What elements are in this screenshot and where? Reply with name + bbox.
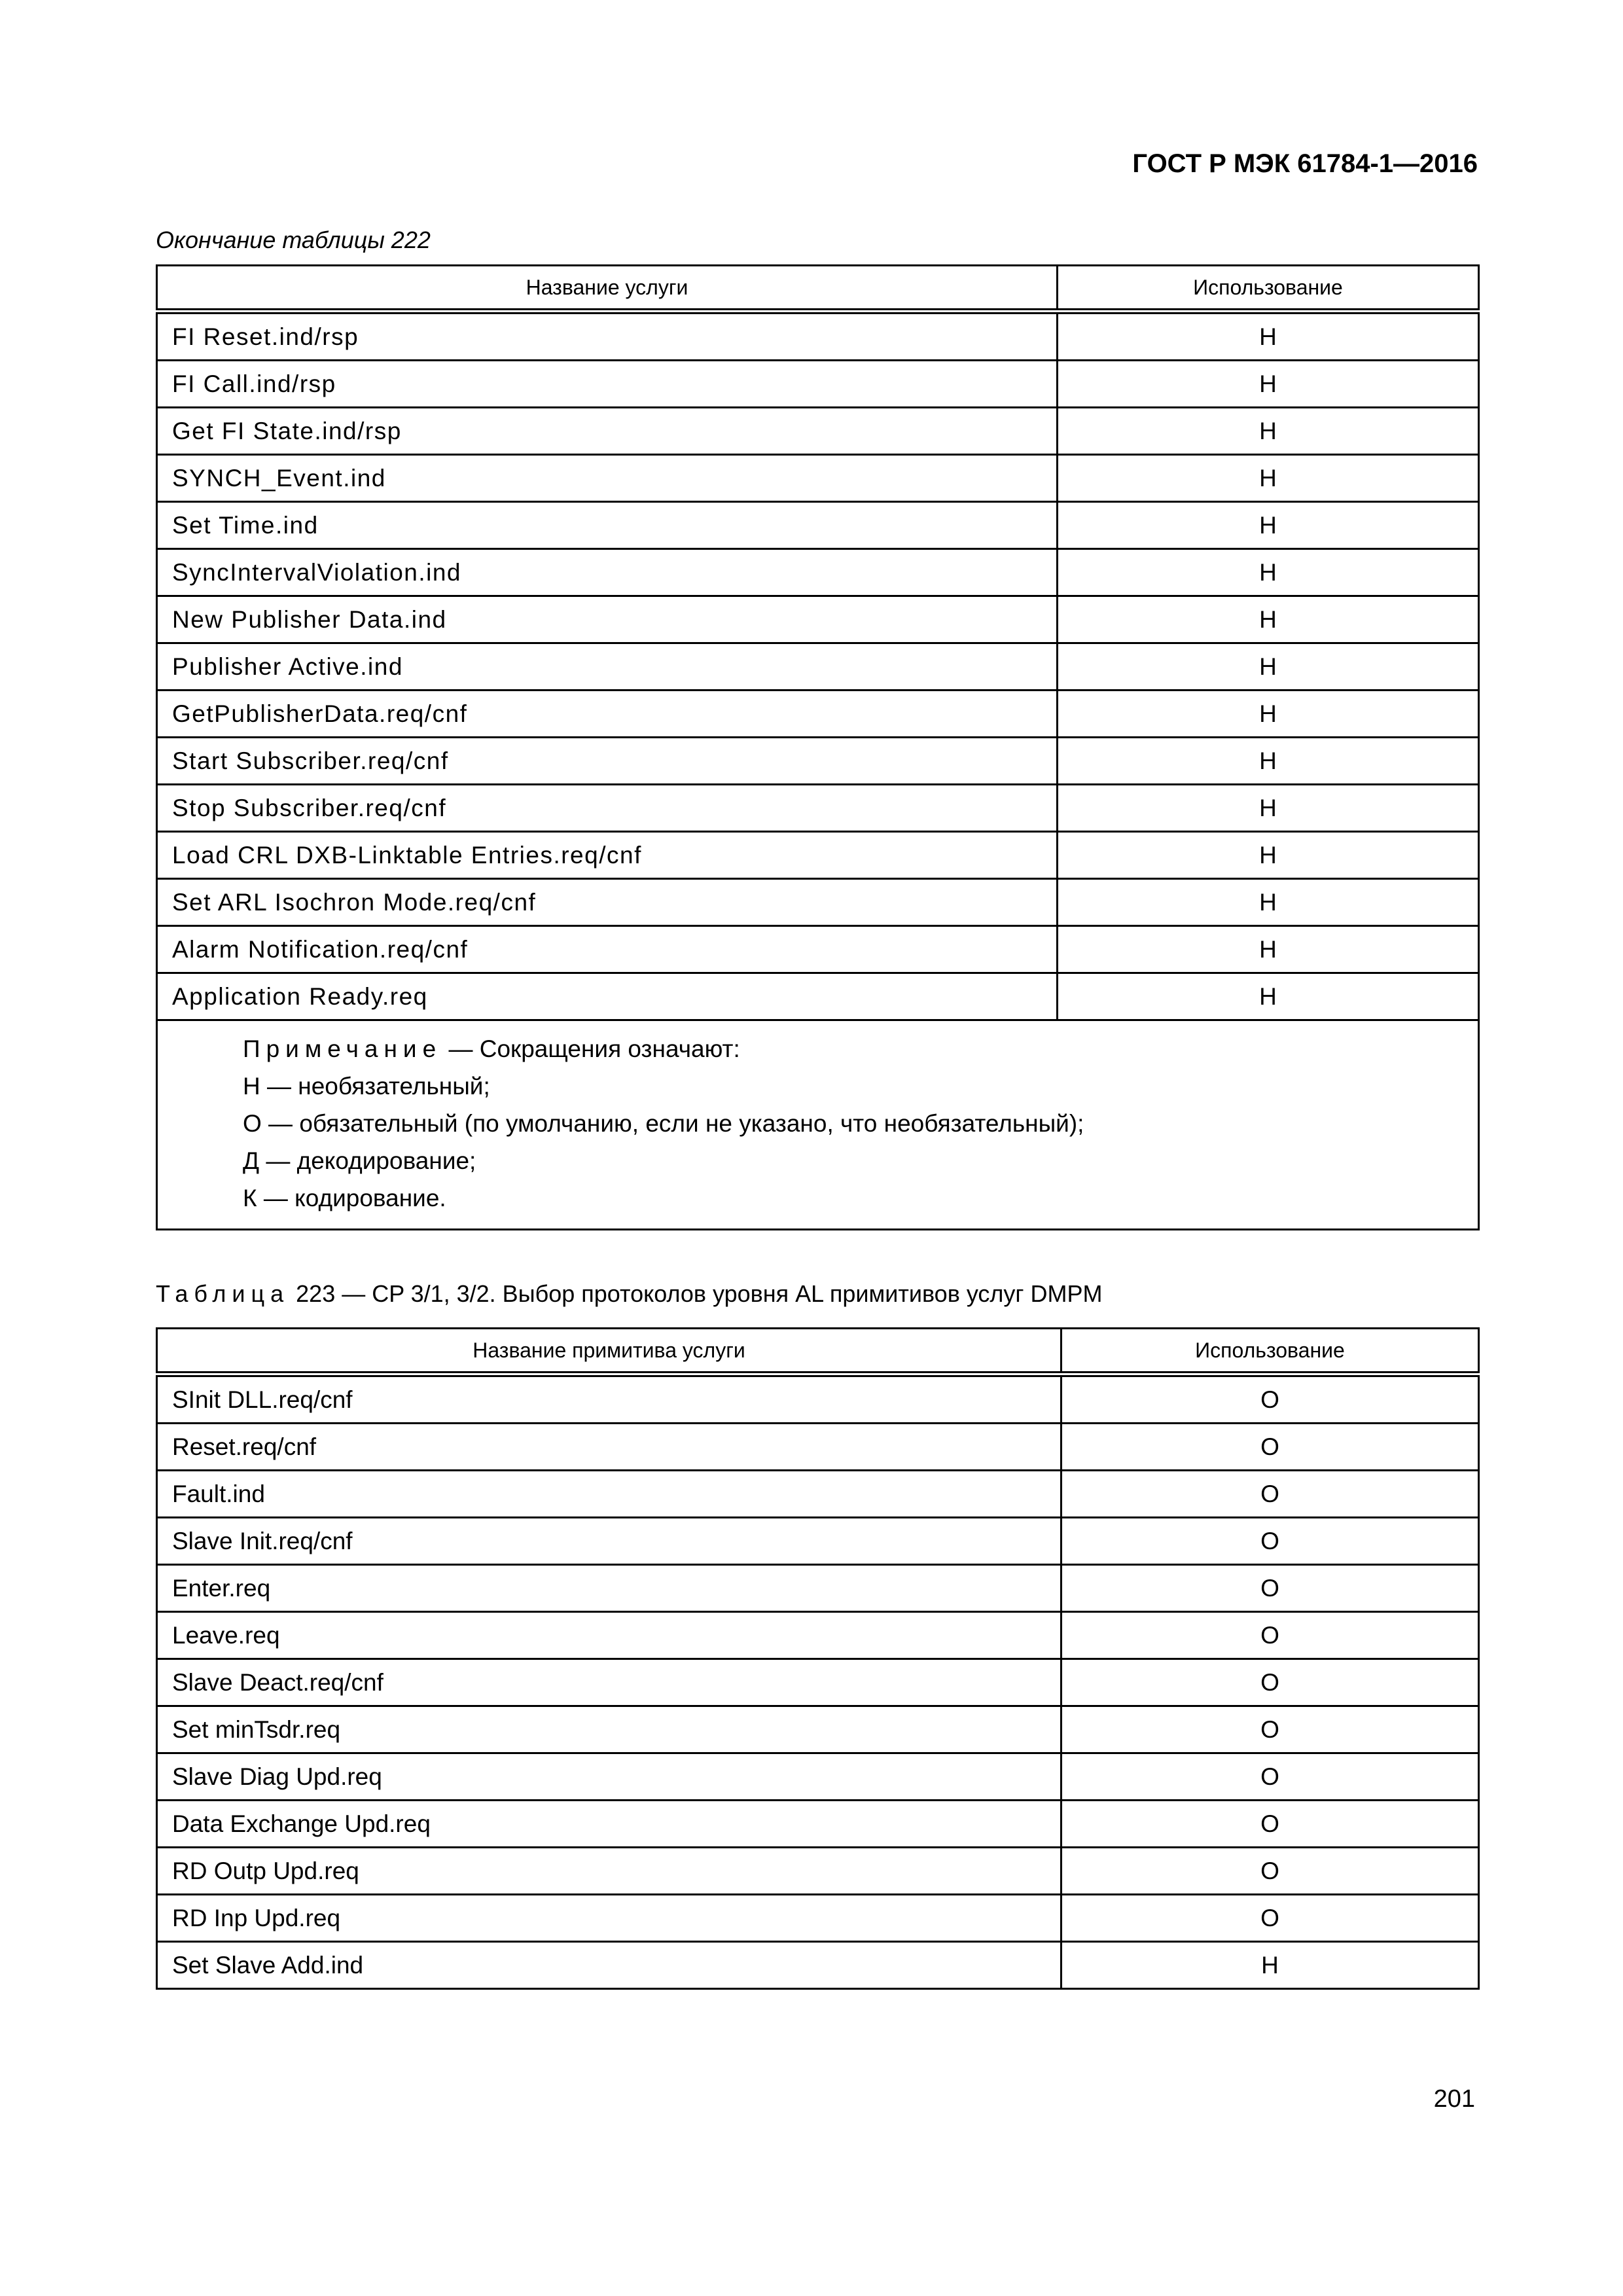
table-row — [157, 1753, 1479, 1801]
cell-usage: О — [1061, 1659, 1479, 1706]
cell-service-name: Set Time.ind — [157, 502, 1058, 549]
cell-service-name: Slave Diag Upd.req — [157, 1753, 1061, 1801]
table-222-body — [157, 312, 1479, 1020]
cell-service-name: FI Reset.ind/rsp — [157, 312, 1058, 361]
cell-service-name: SYNCH_Event.ind — [157, 455, 1058, 502]
cell-service-name: Data Exchange Upd.req — [157, 1801, 1061, 1848]
column-header-service-name: Название услуги — [157, 266, 1058, 312]
cell-usage: Н — [1058, 312, 1479, 361]
cell-usage: О — [1061, 1424, 1479, 1471]
cell-usage: Н — [1058, 973, 1479, 1020]
cell-usage: Н — [1058, 926, 1479, 973]
document-code-header: ГОСТ Р МЭК 61784-1—2016 — [1132, 149, 1478, 178]
note-line: Д — декодирование; — [243, 1147, 476, 1174]
cell-service-name: Reset.req/cnf — [157, 1424, 1061, 1471]
cell-usage: О — [1061, 1612, 1479, 1659]
cell-usage: О — [1061, 1374, 1479, 1424]
cell-usage: О — [1061, 1471, 1479, 1518]
note-intro: — Сокращения означают: — [442, 1035, 740, 1062]
cell-service-name: Enter.req — [157, 1565, 1061, 1612]
cell-service-name: FI Call.ind/rsp — [157, 361, 1058, 408]
cell-usage: Н — [1058, 549, 1479, 596]
cell-usage: О — [1061, 1565, 1479, 1612]
table-row — [157, 596, 1479, 643]
column-header-usage: Использование — [1058, 266, 1479, 312]
cell-usage: Н — [1058, 408, 1479, 455]
table-222-caption: Окончание таблицы 222 — [156, 226, 431, 253]
cell-service-name: Slave Deact.req/cnf — [157, 1659, 1061, 1706]
table-row — [157, 643, 1479, 691]
table-header-row — [157, 1329, 1479, 1374]
table-row — [157, 1706, 1479, 1753]
table-row — [157, 926, 1479, 973]
cell-usage: Н — [1058, 832, 1479, 879]
table-row — [157, 549, 1479, 596]
table-row — [157, 408, 1479, 455]
note-label: Примечание — [243, 1035, 442, 1062]
cell-usage: Н — [1058, 361, 1479, 408]
cell-service-name: Alarm Notification.req/cnf — [157, 926, 1058, 973]
table-223 — [156, 1327, 1480, 1990]
table-223-caption-text: 223 — CP 3/1, 3/2. Выбор протоколов уровня AL примитивов услуг DMPM — [289, 1280, 1103, 1307]
cell-usage: Н — [1058, 596, 1479, 643]
page-number: 201 — [1433, 2085, 1475, 2113]
cell-service-name: New Publisher Data.ind — [157, 596, 1058, 643]
cell-usage: Н — [1061, 1942, 1479, 1989]
cell-service-name: RD Inp Upd.req — [157, 1895, 1061, 1942]
table-row — [157, 1518, 1479, 1565]
cell-service-name: Set ARL Isochron Mode.req/cnf — [157, 879, 1058, 926]
cell-usage: О — [1061, 1753, 1479, 1801]
cell-service-name: Leave.req — [157, 1612, 1061, 1659]
table-row — [157, 312, 1479, 361]
table-row — [157, 1612, 1479, 1659]
table-row — [157, 361, 1479, 408]
table-row — [157, 1471, 1479, 1518]
cell-service-name: GetPublisherData.req/cnf — [157, 691, 1058, 738]
cell-service-name: Stop Subscriber.req/cnf — [157, 785, 1058, 832]
cell-usage: О — [1061, 1895, 1479, 1942]
table-row — [157, 1801, 1479, 1848]
note-line: К — кодирование. — [243, 1185, 446, 1211]
note-line: Н — необязательный; — [243, 1073, 490, 1100]
table-row — [157, 502, 1479, 549]
table-row — [157, 1659, 1479, 1706]
cell-usage: Н — [1058, 785, 1479, 832]
cell-service-name: Slave Init.req/cnf — [157, 1518, 1061, 1565]
cell-service-name: Start Subscriber.req/cnf — [157, 738, 1058, 785]
cell-service-name: SInit DLL.req/cnf — [157, 1374, 1061, 1424]
cell-usage: Н — [1058, 455, 1479, 502]
cell-service-name: Load CRL DXB-Linktable Entries.req/cnf — [157, 832, 1058, 879]
cell-service-name: SyncIntervalViolation.ind — [157, 549, 1058, 596]
cell-service-name: Set Slave Add.ind — [157, 1942, 1061, 1989]
table-row — [157, 785, 1479, 832]
table-row — [157, 691, 1479, 738]
cell-usage: Н — [1058, 738, 1479, 785]
cell-service-name: Set minTsdr.req — [157, 1706, 1061, 1753]
cell-usage: Н — [1058, 879, 1479, 926]
cell-service-name: Application Ready.req — [157, 973, 1058, 1020]
table-row — [157, 738, 1479, 785]
table-row — [157, 1565, 1479, 1612]
table-row — [157, 1942, 1479, 1989]
cell-service-name: Publisher Active.ind — [157, 643, 1058, 691]
cell-usage: О — [1061, 1518, 1479, 1565]
cell-usage: О — [1061, 1801, 1479, 1848]
table-223-body — [157, 1374, 1479, 1989]
table-note — [157, 1020, 1479, 1230]
table-row — [157, 1424, 1479, 1471]
table-row — [157, 832, 1479, 879]
table-row — [157, 455, 1479, 502]
cell-usage: О — [1061, 1848, 1479, 1895]
cell-usage: Н — [1058, 502, 1479, 549]
table-222 — [156, 264, 1480, 1230]
table-223-caption-label: Таблица — [156, 1280, 290, 1307]
table-header-row — [157, 266, 1479, 312]
column-header-primitive-name: Название примитива услуги — [157, 1329, 1061, 1374]
cell-service-name: RD Outp Upd.req — [157, 1848, 1061, 1895]
cell-service-name: Fault.ind — [157, 1471, 1061, 1518]
table-row — [157, 1848, 1479, 1895]
table-row — [157, 1374, 1479, 1424]
cell-service-name: Get FI State.ind/rsp — [157, 408, 1058, 455]
cell-usage: Н — [1058, 643, 1479, 691]
column-header-usage: Использование — [1061, 1329, 1479, 1374]
cell-usage: О — [1061, 1706, 1479, 1753]
table-223-caption — [156, 1280, 1103, 1308]
cell-usage: Н — [1058, 691, 1479, 738]
note-line: О — обязательный (по умолчанию, если не указано, что необязательный); — [243, 1110, 1084, 1137]
table-note-row — [157, 1020, 1479, 1230]
note-intro-line — [243, 1030, 1463, 1067]
table-row — [157, 973, 1479, 1020]
table-row — [157, 879, 1479, 926]
table-row — [157, 1895, 1479, 1942]
